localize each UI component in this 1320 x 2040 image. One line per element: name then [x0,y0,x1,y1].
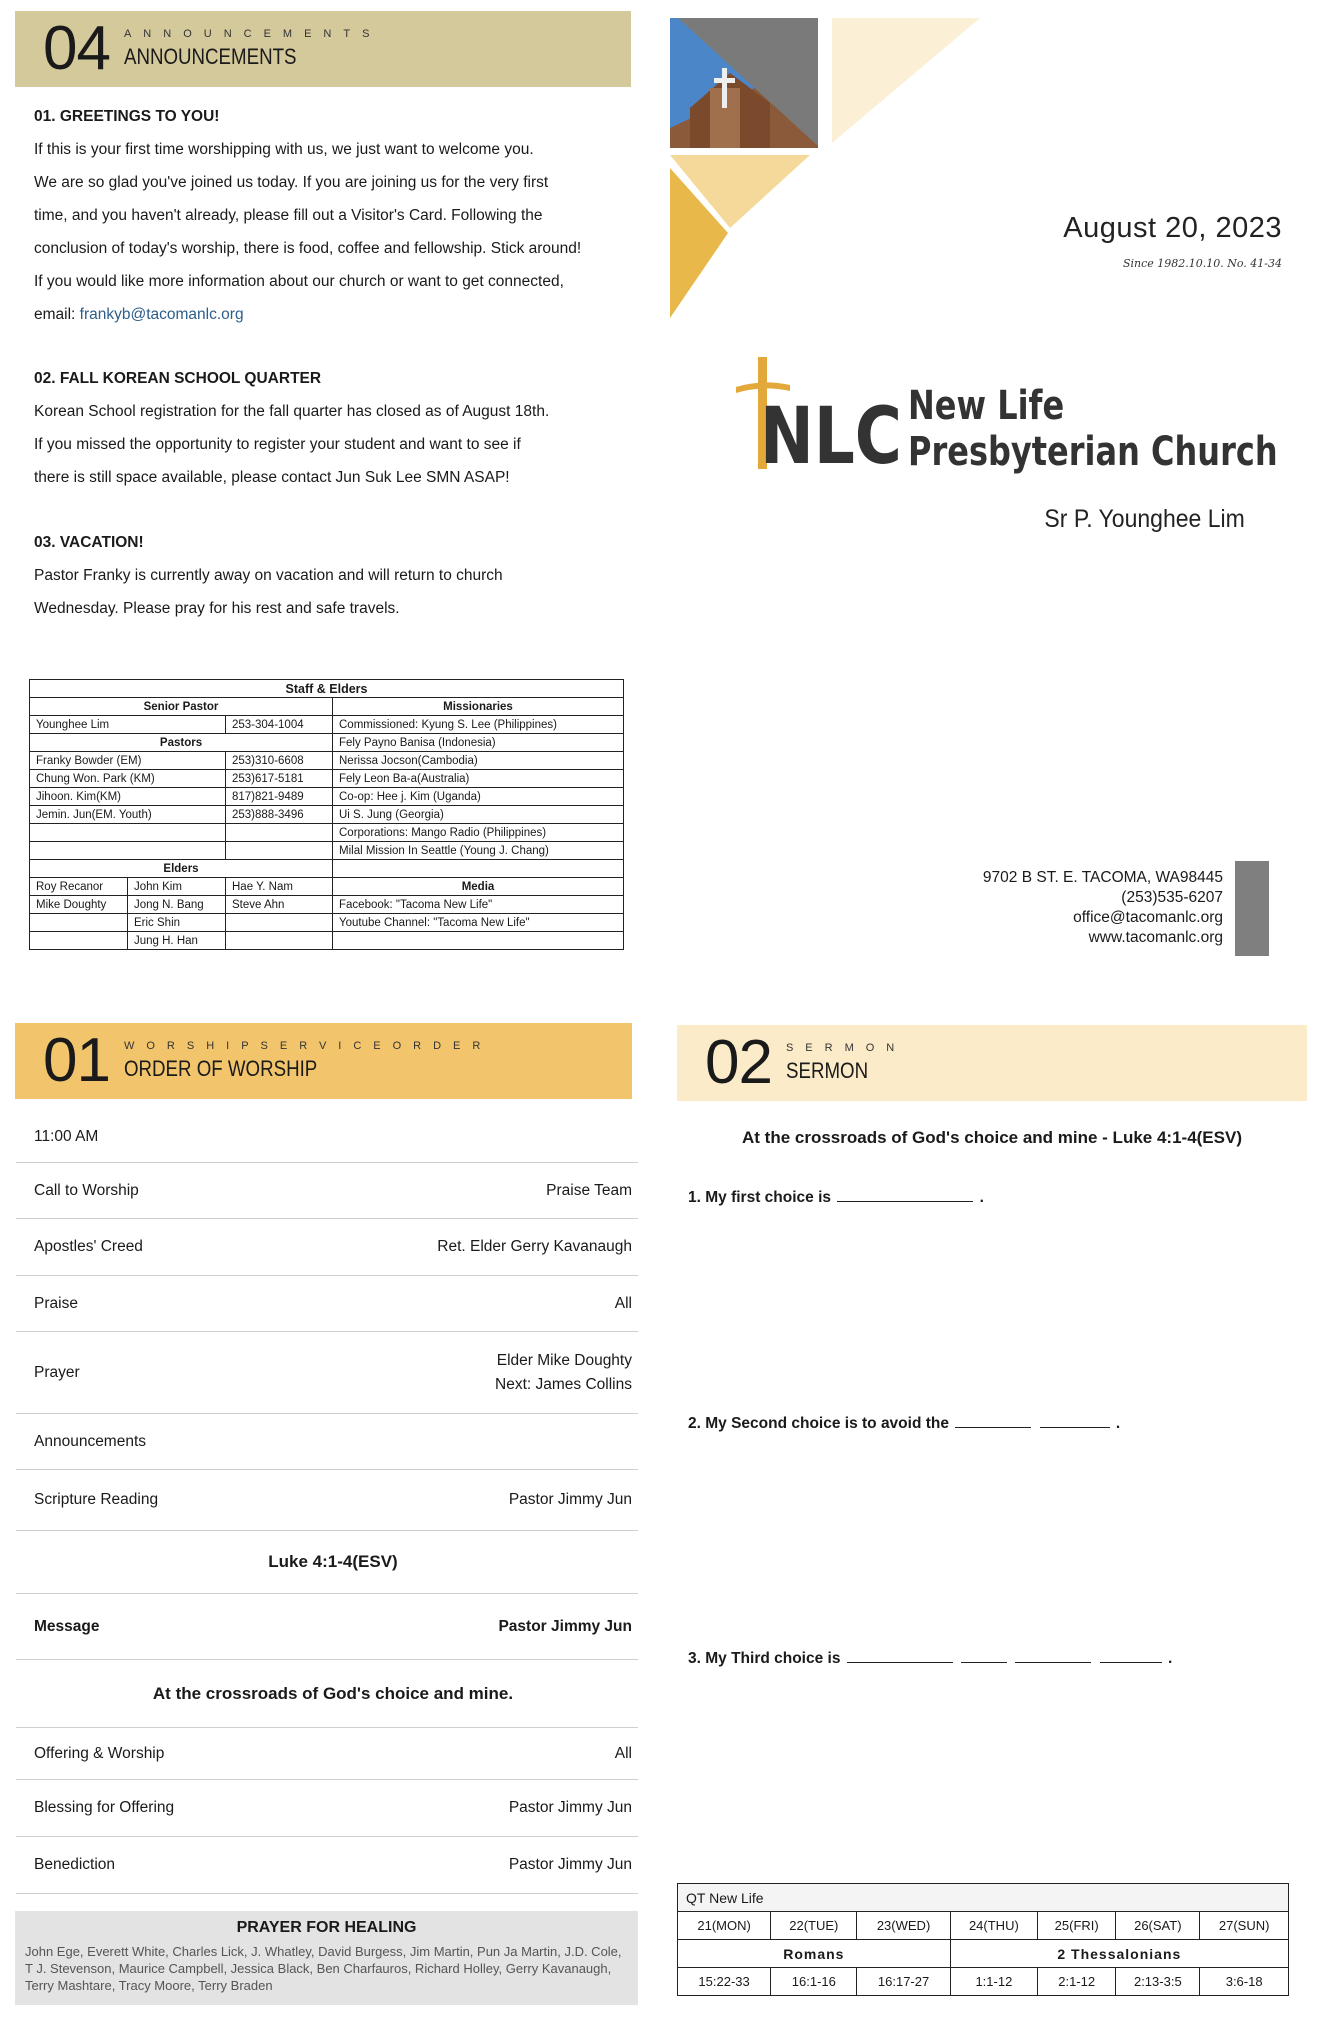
contact-info [983,868,1223,948]
announcement-vacation [34,526,624,625]
address: 9702 B ST. E. TACOMA, WA98445 [982,869,1223,886]
table-row: Franky Bowder (EM) 253)310-6608 Nerissa Jocson(Cambodia) [30,752,624,770]
contact-accent-bar [1235,861,1269,956]
website-link[interactable]: www.tacomanlc.org [1088,929,1223,946]
staff-table [29,679,624,950]
fill-in-blank[interactable] [1100,1651,1162,1663]
announcement-line: time, and you haven't already, please fill out a Visitor's Card. Following the [34,207,543,224]
table-row: Jihoon. Kim(KM) 817)821-9489 Co-op: Hee j. Kim (Uganda) [30,788,624,806]
worship-item: Benediction Pastor Jimmy Jun [16,1837,638,1894]
worship-item: Announcements [16,1414,638,1470]
fill-in-blank[interactable] [837,1190,973,1202]
announcement-line: Korean School registration for the fall quarter has closed as of August 18th. [34,403,550,420]
announcements-header [15,11,631,87]
sermon-header [677,1025,1307,1101]
section-number: 04 [43,14,110,83]
qt-book-thessalonians: 2 Thessalonians [950,1940,1288,1968]
announcement-heading: 02. FALL KOREAN SCHOOL QUARTER [34,370,322,387]
worship-item: Scripture Reading Pastor Jimmy Jun [16,1470,638,1531]
qt-days-row: 21(MON) 22(TUE) 23(WED) 24(THU) 25(FRI) 26(SAT) 27(SUN) [678,1912,1289,1940]
church-name: New Life Presbyterian Church [908,383,1278,475]
announcement-line: conclusion of today's worship, there is food, coffee and fellowship. Stick around! [34,240,582,257]
table-row: Younghee Lim 253-304-1004 Commissioned: Kyung S. Lee (Philippines) [30,716,624,734]
table-row: Eric Shin Youtube Channel: "Tacoma New Life" [30,914,624,932]
qt-book-romans: Romans [678,1940,951,1968]
qt-books-row [678,1940,1289,1968]
section-number: 02 [705,1028,772,1097]
sermon-heading: At the crossroads of God's choice and mine - Luke 4:1-4(ESV) [742,1128,1242,1147]
pastors-label: Pastors [30,734,333,752]
table-row: Milal Mission In Seattle (Young J. Chang) [30,842,624,860]
section-spaced-label: SERMON [785,1042,907,1054]
table-row: Chung Won. Park (KM) 253)617-5181 Fely Leon Ba-a(Australia) [30,770,624,788]
senior-pastor-label: Senior Pastor [30,698,333,716]
church-logo [736,355,1278,482]
prayer-for-healing [15,1911,638,2005]
announcement-email-line [34,298,624,331]
announcement-greetings [34,100,624,331]
section-title: ORDER OF WORSHIP [123,1056,318,1081]
email-prefix: email: [34,306,80,323]
section-spaced-label: ANNOUNCEMENTS [123,28,382,40]
table-row: Jung H. Han [30,932,624,950]
announcement-line: If this is your first time worshipping with us, we just want to welcome you. [34,141,534,158]
sermon-question-2: 2. My Second choice is to avoid the . [688,1415,1121,1432]
announcement-line: If you would like more information about our church or want to get connected, [34,273,564,290]
missionaries-label: Missionaries [333,698,624,716]
announcement-heading: 03. VACATION! [34,534,144,551]
staff-caption: Staff & Elders [30,680,624,698]
table-row: Jemin. Jun(EM. Youth) 253)888-3496 Ui S. Jung (Georgia) [30,806,624,824]
bulletin-date: August 20, 2023 [1063,212,1282,244]
worship-item: Call to Worship Praise Team [16,1163,638,1219]
worship-item: Offering & Worship All [16,1728,638,1780]
sermon-question-3: 3. My Third choice is . [688,1650,1173,1667]
sermon-title-line: At the crossroads of God's choice and mine. [16,1660,638,1728]
email-link[interactable]: frankyb@tacomanlc.org [79,306,244,323]
table-row: Roy Recanor John Kim Hae Y. Nam Media [30,878,624,896]
cover-geometric-graphic [670,18,990,318]
announcement-heading: 01. GREETINGS TO YOU! [34,108,220,125]
announcement-line: Wednesday. Please pray for his rest and safe travels. [34,600,400,617]
fill-in-blank[interactable] [847,1651,953,1663]
worship-header [15,1023,632,1099]
phone: (253)535-6207 [1121,889,1223,906]
media-label: Media [333,878,624,896]
sermon-question-1: 1. My first choice is . [688,1189,984,1206]
section-title: SERMON [785,1058,869,1083]
fill-in-blank[interactable] [955,1416,1031,1428]
section-number: 01 [43,1026,110,1095]
table-row: Pastors Fely Payno Banisa (Indonesia) [30,734,624,752]
nlc-logo-icon [736,355,906,482]
announcement-korean-school [34,362,624,494]
scripture-passage: Luke 4:1-4(ESV) [16,1531,638,1594]
table-row: Mike Doughty Jong N. Bang Steve Ahn Facebook: "Tacoma New Life" [30,896,624,914]
worship-item-message: Message Pastor Jimmy Jun [16,1594,638,1660]
worship-item: Praise All [16,1276,638,1332]
fill-in-blank[interactable] [1015,1651,1091,1663]
qt-passages-row: 15:22-33 16:1-16 16:17-27 1:1-12 2:1-12 2:13-3:5 3:6-18 [678,1968,1289,1996]
section-title: ANNOUNCEMENTS [123,44,297,69]
healing-title: PRAYER FOR HEALING [236,1919,417,1936]
logo-text: NLC [760,392,902,482]
worship-item: Blessing for Offering Pastor Jimmy Jun [16,1780,638,1837]
worship-item: Apostles' Creed Ret. Elder Gerry Kavanaugh [16,1219,638,1276]
qt-title: QT New Life [678,1884,1289,1912]
announcement-line: Pastor Franky is currently away on vacation and will return to church [34,567,503,584]
service-time: 11:00 AM [34,1128,99,1145]
bulletin-since-number: Since 1982.10.10. No. 41-34 [1122,257,1282,270]
healing-names: John Ege, Everett White, Charles Lick, J. Whatley, David Burgess, Jim Martin, Pun Ja Martin, J.D. Cole, T J. Stevenson, Maurice Campbell, Jessica Black, Ben Charfauros, Richard Holley, Gerry Kavanaugh, Terry Mashtare, Tracy Moore, Terry Braden [25,1944,622,1993]
senior-pastor-name: Sr P. Younghee Lim [1044,505,1245,533]
worship-item: Prayer Elder Mike Doughty Next: James Collins [16,1332,638,1414]
office-email[interactable]: office@tacomanlc.org [1073,909,1223,926]
elders-label: Elders [30,860,333,878]
fill-in-blank[interactable] [961,1651,1007,1663]
announcement-line: We are so glad you've joined us today. If you are joining us for the very first [34,174,549,191]
qt-reading-table [677,1883,1289,1996]
fill-in-blank[interactable] [1040,1416,1110,1428]
cream-triangle [832,18,980,143]
table-row: Corporations: Mango Radio (Philippines) [30,824,624,842]
announcement-line: there is still space available, please contact Jun Suk Lee SMN ASAP! [34,469,510,486]
section-spaced-label: WORSHIPSERVICEORDER [123,1040,493,1052]
announcement-line: If you missed the opportunity to register your student and want to see if [34,436,521,453]
